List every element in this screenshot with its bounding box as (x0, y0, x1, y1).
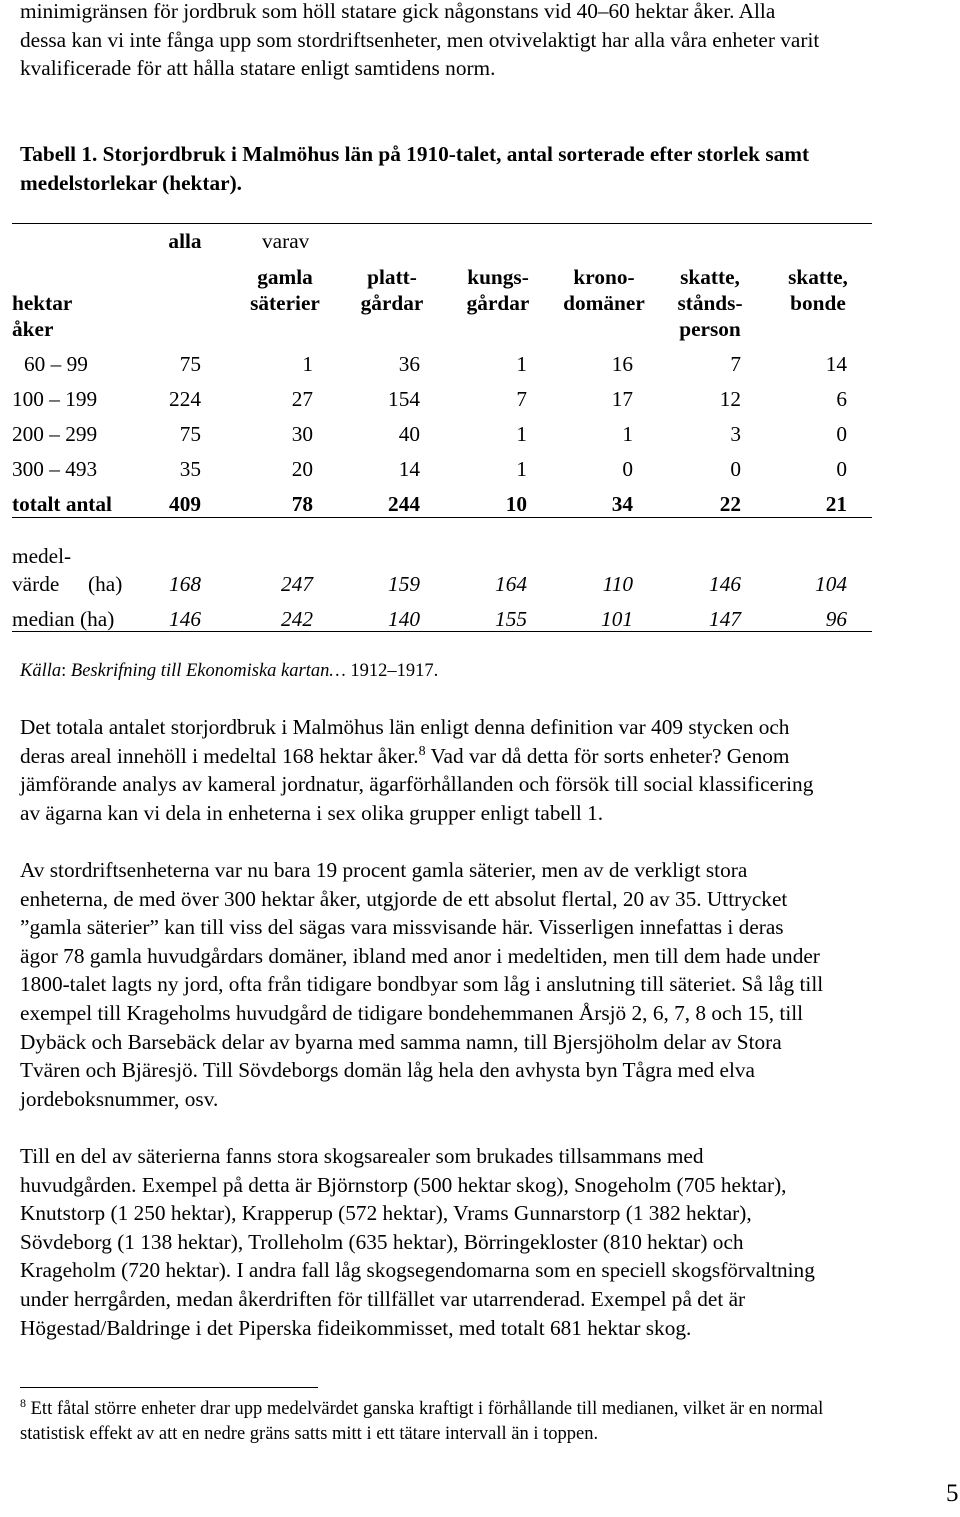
text-line: kvalificerade för att hålla statare enligt samtidens norm. (20, 56, 496, 81)
text-line: Krageholm (720 hektar). I andra fall låg skogsegendomarna som en speciell skogsförvaltning (20, 1258, 815, 1283)
text-line: Tvären och Bjäresjö. Till Sövdeborgs domän låg hela den avhysta byn Tågra med elva (20, 1058, 755, 1083)
text-line: Knutstorp (1 250 hektar), Krapperup (572 hektar), Vrams Gunnarstorp (1 382 hektar), (20, 1201, 752, 1226)
header-line: gårdar (466, 291, 530, 315)
table-cell: 1 (516, 422, 527, 446)
table-cell: 0 (836, 422, 847, 446)
header-varav: varav (262, 229, 310, 253)
table-cell: 409 (169, 492, 201, 516)
table-cell: 0 (622, 457, 633, 481)
table-cell: 14 (398, 457, 420, 481)
caption-line: Tabell 1. Storjordbruk i Malmöhus län på 1910-talet, antal sorterade efter storlek samt (20, 142, 810, 166)
table-cell: 7 (730, 352, 741, 376)
row-label: totalt antal (12, 492, 112, 516)
footnote-ref[interactable]: 8 (418, 743, 426, 759)
table-cell: 34 (611, 492, 633, 516)
median-label: median (ha) (12, 607, 115, 631)
row-label: 200 – 299 (12, 422, 98, 446)
table-cell: 168 (169, 572, 201, 596)
text-line (20, 742, 945, 771)
source-label: Källa (20, 661, 62, 681)
table-cell: 35 (179, 457, 201, 481)
header-line: bonde (790, 291, 846, 315)
table-cell: 1 (516, 457, 527, 481)
text-fragment: Vad var då detta för sorts enheter? Genom (430, 743, 790, 768)
text-fragment: deras areal innehöll i medeltal 168 hektar åker. (20, 743, 419, 768)
text-line: ägor 78 gamla huvudgårdars domäner, ibland med anor i medeltiden, men till dem hade under (20, 943, 820, 968)
source-colon: : (61, 661, 67, 681)
text-line: Sövdeborg (1 138 hektar), Trolleholm (635 hektar), Börringekloster (810 hektar) och (20, 1229, 744, 1254)
table-cell: 27 (291, 387, 313, 411)
table-cell: 146 (709, 572, 741, 596)
row-label: 300 – 493 (12, 457, 98, 481)
table-cell: 78 (291, 492, 313, 516)
text-line: jordeboksnummer, osv. (20, 1086, 219, 1111)
text-line: minimigränsen för jordbruk som höll statare gick någonstans vid 40–60 hektar åker. Alla (20, 0, 776, 23)
header-line: krono- (573, 265, 635, 289)
page-number: 5 (946, 1480, 959, 1507)
table-cell: 101 (601, 607, 633, 631)
header-alla: alla (168, 229, 202, 253)
table-cell: 224 (169, 387, 201, 411)
source-title: Beskrifning till Ekonomiska kartan… (70, 661, 346, 681)
data-table (0, 0, 960, 700)
table-cell: 155 (495, 607, 527, 631)
mean-label-2: värde (12, 572, 60, 596)
footnote (20, 1397, 945, 1447)
text-line: Högestad/Baldringe i det Piperska fideikommisset, med totalt 681 hektar skog. (20, 1315, 692, 1340)
table-cell: 14 (825, 352, 847, 376)
text-line: av ägarna kan vi dela in enheterna i sex olika grupper enligt tabell 1. (20, 800, 604, 825)
table-source (20, 659, 438, 683)
caption-line: medelstorlekar (hektar). (20, 170, 242, 195)
text-line: under herrgården, medan åkerdriften för tillfället var utarrenderad. Exempel på det är (20, 1286, 746, 1311)
text-line: exempel till Krageholms huvudgård de tidigare bondehemmanen Årsjö 2, 6, 7, 8 och 15, till (20, 1000, 804, 1025)
paragraph-1 (20, 713, 945, 827)
table-cell: 0 (836, 457, 847, 481)
row-label: 100 – 199 (12, 387, 98, 411)
text-line: ”gamla säterier” kan till viss del sägas vara missvisande här. Visserligen innefattas i deras (20, 915, 784, 940)
table-cell: 104 (815, 572, 847, 596)
table-cell: 1 (622, 422, 633, 446)
table-cell: 147 (709, 607, 741, 631)
table-cell: 16 (611, 352, 633, 376)
mean-label-unit: (ha) (88, 572, 123, 596)
footnote-line: statistisk effekt av att en nedre gräns satts mitt i ett tätare intervall än i toppen. (20, 1424, 599, 1444)
text-line: jämförande analys av kameral jordnatur, ägarförhållanden och försök till social klassificering (20, 772, 814, 797)
table-cell: 247 (281, 572, 313, 596)
text-line: Av stordriftsenheterna var nu bara 19 procent gamla säterier, men av de verkligt stora (20, 858, 748, 882)
header-line: platt- (367, 265, 417, 289)
table-cell: 159 (388, 572, 420, 596)
mean-label-1: medel- (12, 544, 72, 568)
table-cell: 30 (291, 422, 313, 446)
column-header-plattgardar (342, 264, 442, 316)
text-line: Till en del av säterierna fanns stora skogsarealer som brukades tillsammans med (20, 1144, 704, 1168)
header-line: domäner (563, 291, 645, 315)
table-cell: 146 (169, 607, 201, 631)
header-line: gårdar (360, 291, 424, 315)
paragraph-3 (20, 1142, 945, 1342)
table-cell: 164 (495, 572, 527, 596)
header-line: skatte, (788, 265, 848, 289)
table-cell: 96 (825, 607, 847, 631)
paragraph-2 (20, 856, 945, 1113)
header-line: säterier (250, 291, 320, 315)
table-cell: 75 (179, 422, 201, 446)
table-bottom-rule (12, 631, 872, 632)
footnote-number: 8 (20, 1396, 26, 1410)
table-cell: 1 (302, 352, 313, 376)
table-cell: 12 (719, 387, 741, 411)
table-cell: 75 (179, 352, 201, 376)
column-header-skatte-standsperson (660, 264, 760, 342)
header-line: person (679, 317, 741, 341)
table-cell: 6 (836, 387, 847, 411)
row-header-hektar: hektar (12, 291, 73, 315)
table-cell: 36 (398, 352, 420, 376)
header-line: stånds- (677, 291, 743, 315)
text-fragment: Ett fåtal större enheter drar upp medelvärdet ganska kraftigt i förhållande till medianen, vilket är en normal (30, 1399, 824, 1419)
table-cell: 3 (730, 422, 741, 446)
header-line: kungs- (467, 265, 529, 289)
column-header-kungsgardar (448, 264, 548, 316)
column-header-kronodomaner (554, 264, 654, 316)
text-line: Det totala antalet storjordbruk i Malmöhus län enligt denna definition var 409 stycken och (20, 715, 790, 739)
column-header-gamla-saterier (235, 264, 335, 316)
header-line: gamla (257, 265, 313, 289)
table-cell: 110 (602, 572, 633, 596)
table-cell: 17 (611, 387, 633, 411)
table-cell: 140 (388, 607, 420, 631)
table-top-rule (12, 223, 872, 224)
row-header-aker: åker (12, 317, 54, 341)
text-line: Dybäck och Barsebäck delar av byarna med samma namn, till Bjersjöholm delar av Stora (20, 1029, 782, 1054)
table-middle-rule (12, 517, 872, 518)
table-cell: 20 (291, 457, 313, 481)
table-cell: 244 (388, 492, 420, 516)
table-cell: 10 (505, 492, 527, 516)
text-line: huvudgården. Exempel på detta är Björnstorp (500 hektar skog), Snogeholm (705 hektar), (20, 1172, 787, 1197)
row-label: 60 – 99 (24, 352, 88, 376)
table-cell: 1 (516, 352, 527, 376)
text-line: 1800-talet lagts ny jord, ofta från tidigare bondbyar som låg i anslutning till säteriet. Så låg till (20, 972, 824, 997)
text-line: dessa kan vi inte fånga upp som stordriftsenheter, men otvivelaktigt har alla våra enheter varit (20, 27, 820, 52)
table-cell: 242 (281, 607, 313, 631)
table-cell: 7 (516, 387, 527, 411)
table-cell: 40 (398, 422, 420, 446)
footnote-rule (20, 1387, 318, 1388)
table-cell: 154 (388, 387, 420, 411)
table-cell: 21 (825, 492, 847, 516)
column-header-skatte-bonde (768, 264, 868, 316)
header-line: skatte, (680, 265, 740, 289)
footnote-line (20, 1397, 945, 1422)
table-cell: 22 (719, 492, 741, 516)
source-years: 1912–1917. (350, 661, 439, 681)
text-line: enheterna, de med över 300 hektar åker, utgjorde de ett absolut flertal, 20 av 35. Uttrycket (20, 886, 788, 911)
table-cell: 0 (730, 457, 741, 481)
